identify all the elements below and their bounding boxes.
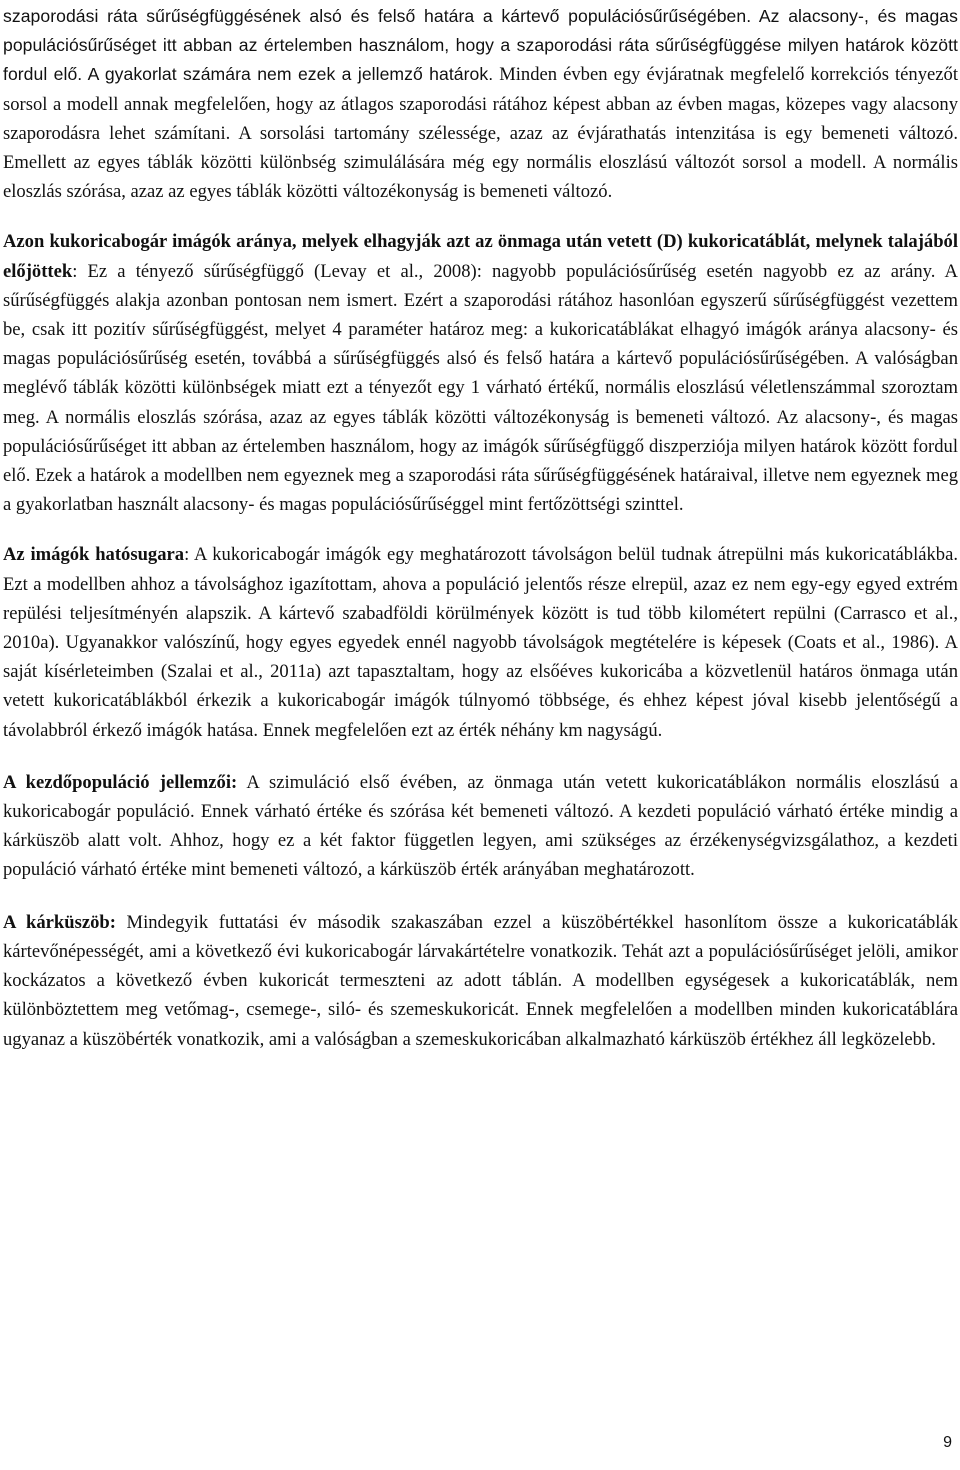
threshold-body: Mindegyik futtatási év második szakaszában ezzel a küszöbértékkel hasonlítom össze a kukoricatáblák kártevőnépességét, ami a következő évi kukoricabogár lárvakártételre vonatkozik. Tehát azt a populációsűrűséget jelöli, amikor kockázatos a következő évben kukoricát termeszteni az adott táblán. A modellben egységesek a kukoricatáblák, nem különböztettem meg vetőmag-, csemege-, siló- és szemeskukoricát. Ennek megfelelően a modellben minden kukoricatáblára ugyanaz a küszöbérték vonatkozik, ami a valóságban a szemeskukoricában alkalmazható kárküszöb értékhez áll legközelebb. — [3, 911, 958, 1050]
initial-population-heading: A kezdőpopuláció jellemzői: — [3, 771, 238, 793]
paragraph-spacer — [3, 519, 958, 540]
range-paragraph — [3, 540, 958, 744]
intro-paragraph — [3, 0, 958, 206]
intro-serif-text: Minden évben egy évjáratnak megfelelő korrekciós tényezőt sorsol a modell annak megfelelően, hogy az átlagos szaporodási rátához képest abban az évben magas, közepes vagy alacsony szaporodásra lehet számítani. A sorsolási tartomány szélessége, azaz az évjárathatás intenzitása is egy bemeneti változó. Emellett az egyes táblák közötti különbség szimulálására még egy normális eloszlású változót sorsol a modell. A normális eloszlás szórása, azaz az egyes táblák közötti változékonyság is bemeneti változó. — [3, 64, 958, 203]
emigration-body: : Ez a tényező sűrűségfüggő (Levay et al., 2008): nagyobb populációsűrűség esetén nagyobb ez az arány. A sűrűségfüggés alakja azonban pontosan nem ismert. Ezért a szaporodási rátához hasonlóan egyszerű sűrűségfüggést vezettem be, csak itt pozitív sűrűségfüggést, melyet 4 paraméter határoz meg: a kukoricatáblákat elhagyó imágók aránya alacsony- és magas populációsűrűség esetén, továbbá a sűrűségfüggés alsó és felső határa a kártevő populációsűrűségében. A valóságban meglévő táblák közötti különbségek miatt ezt a tényezőt egy 1 várható értékű, normális eloszlású véletlenszámmal szoroztam meg. A normális eloszlás szórása, azaz az egyes táblák közötti változékonyság is bemeneti változó. Az alacsony-, és magas populációsűrűséget itt abban az értelemben használom, hogy az imágók sűrűségfüggő diszperziója milyen határok között fordul elő. Ezek a határok a modellben nem egyeznek meg a szaporodási ráta sűrűségfüggésének határaival, illetve nem egyeznek meg a gyakorlatban használt alacsony- és magas populációsűrűséggel mint fertőzöttségi szinttel. — [3, 260, 958, 516]
page-number: 9 — [943, 1434, 952, 1451]
initial-population-body: A szimuláció első évében, az önmaga után vetett kukoricatáblákon normális eloszlású a kukoricabogár populáció. Ennek várható értéke és szórása két bemeneti változó. A kezdeti populáció várható értéke mindig a kárküszöb alatt volt. Ahhoz, hogy ez a két faktor független legyen, ami szükséges az érzékenységvizsgálathoz, a kezdeti populáció várható értéke mint bemeneti változó, a kárküszöb érték arányában meghatározott. — [3, 771, 959, 881]
paragraph-spacer — [3, 206, 958, 227]
paragraph-spacer — [3, 885, 958, 908]
range-body: : A kukoricabogár imágók egy meghatározott távolságon belül tudnak átrepülni más kukoricatáblákba. Ezt a modellben ahhoz a távolsághoz igazítottam, ahova a populáció jelentős része elrepül, azaz ez nem egy-egy egyed extrém repülési teljesítményén alapszik. A kártevő szabadföldi körülmények között is tud több kilométert repülni (Carrasco et al., 2010a). Ugyanakkor valószínű, hogy egyes egyedek ennél nagyobb távolságok megtételére is képesek (Coats et al., 1986). A saját kísérleteimben (Szalai et al., 2011a) azt tapasztaltam, hogy az elsőéves kukoricába a közvetlenül határos önmaga után vetett kukoricatáblákból érkezik a kukoricabogár imágók túlnyomó többsége, és ehhez képest jóval kisebb jelentőségű a távolabbról érkező imágók hatása. Ennek megfelelően ezt az érték néhány km nagyságú. — [3, 544, 959, 741]
range-heading: Az imágók hatósugara — [3, 544, 185, 566]
intro-sans-text: szaporodási ráta sűrűségfüggésének alsó és felső határa a kártevő populációsűrűségében. Az alacsony-, és magas populációsűrűséget itt abban az értelemben használom, hogy a szaporodási ráta sűrűségfüggése milyen határok között fordul elő. A gyakorlat számára nem ezek a jellemző határok. — [3, 6, 958, 85]
paragraph-spacer — [3, 745, 958, 768]
threshold-paragraph — [3, 908, 958, 1054]
document-page — [3, 0, 958, 1054]
emigration-paragraph — [3, 227, 958, 519]
emigration-heading: Azon kukoricabogár imágók aránya, melyek elhagyják azt az önmaga után vetett (D) kukoricatáblát, melynek talajából előjöttek — [3, 231, 958, 282]
threshold-heading: A kárküszöb: — [3, 911, 116, 933]
initial-population-paragraph — [3, 768, 958, 885]
